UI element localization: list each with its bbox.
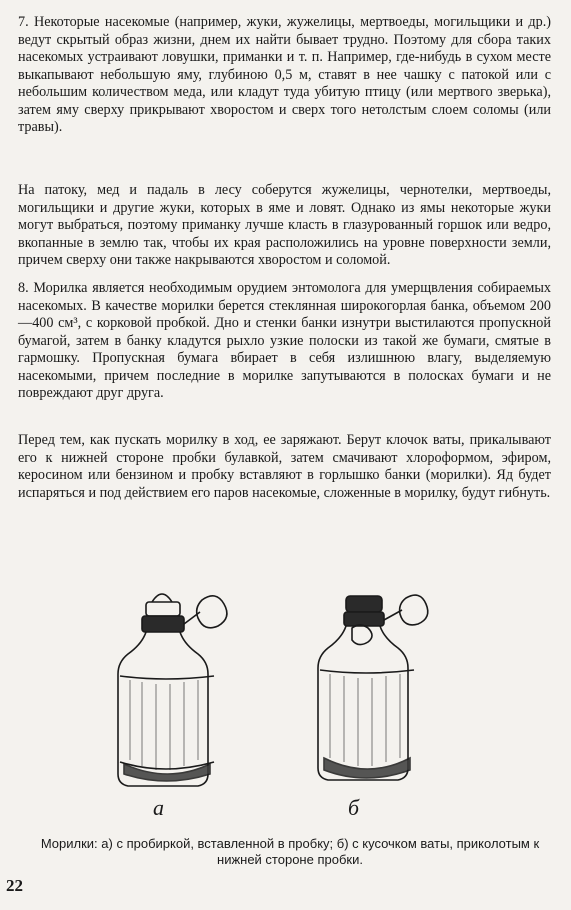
paragraph-7: 7. Некоторые насекомые (например, жуки, жужелицы, мертвоеды, могильщики и др.) ведут скрытый образ жизни, днем их найти бывает трудно. Поэтому для сбора таких насекомых устраивают ловушки, приманки и т. п. Например, где-нибудь в сухом месте выкапывают небольшую яму, глубиною 0,5 м, ставят в нее чашку с патокой или с небольшим количеством меда, или кладут туда убитую птицу (или мертвого зверька), затем яму сверху прикрывают хворостом и сверх того нетолстым слоем соломы (или травы). [18,14,551,135]
figure-caption: Морилки: а) с пробиркой, вставленной в пробку; б) с кусочком ваты, приколотым к нижней стороне пробки. [40,836,540,867]
killing-jars-illustration [90,580,490,820]
figure-label-b: б [348,795,360,820]
jar-a-drawing [118,594,227,786]
paragraph-8-continued: Перед тем, как пускать морилку в ход, ее заряжают. Берут клочок ваты, прикалывают его к нижней стороне пробки булавкой, затем смачивают хлороформом, эфиром, керосином или бензином и пробку вставляют в горлышко банки (морилки). Яд будет испаряться и под действием его паров насекомые, сложенные в морилку, будут гибнуть. [18,432,551,501]
paragraph-8: 8. Морилка является необходимым орудием энтомолога для умерщвления собираемых насекомых. В качестве морилки берется стеклянная широкогорлая банка, объемом 200—400 см³, с корковой пробкой. Дно и стенки банки изнутри выстилаются пропускной бумагой, затем в банку кладутся рыхло узкие полоски из такой же бумаги, смятые в гармошку. Пропускная бумага вбирает в себя излишнюю влагу, выделяемую насекомыми, причем последние в морилке запутываются в полосках бумаги и не повреждают друг друга. [18,280,551,401]
paragraph-7-continued: На патоку, мед и падаль в лесу соберутся жужелицы, чернотелки, мертвоеды, могильщики и другие жуки, которых в яме и ловят. Однако из ямы некоторые жуки могут выбраться, поэтому приманку лучше класть в глазурованный горшок или ведро, вкопанные в землю так, чтобы их края расположились на уровне поверхности земли, причем сверху они также накрываются хворостом и соломой. [18,182,551,268]
figure-label-a: а [153,795,164,820]
page-number: 22 [6,876,23,895]
jar-b-drawing [318,595,428,780]
